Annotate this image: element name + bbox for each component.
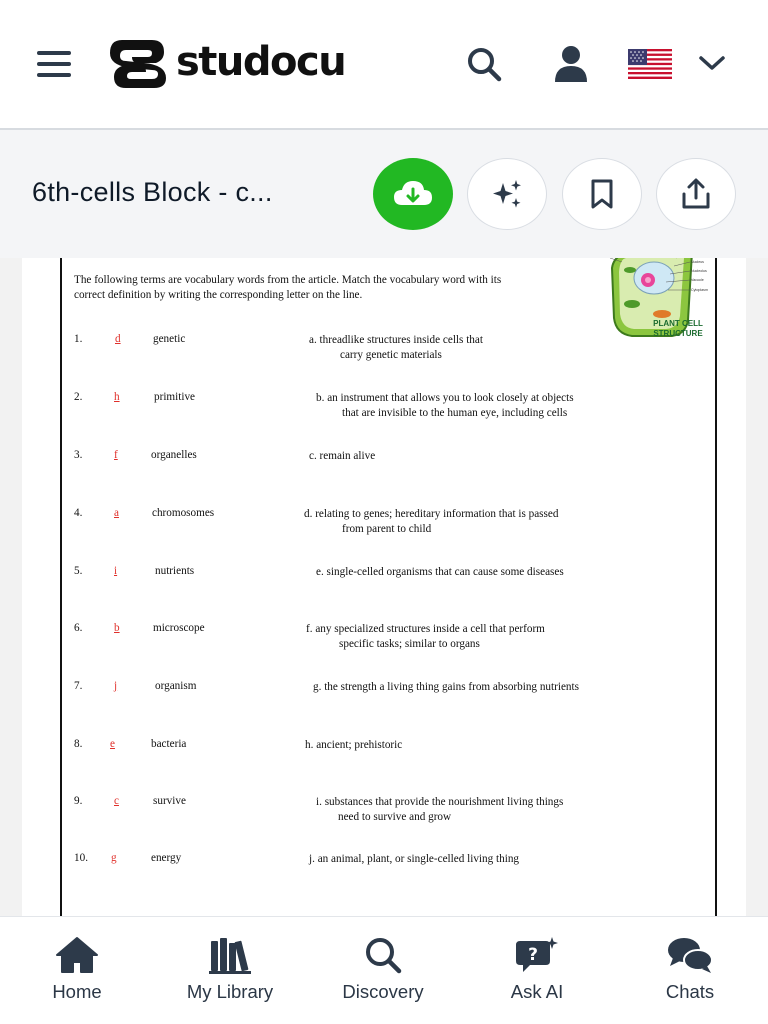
- item-number: 7.: [74, 680, 83, 692]
- item-number: 2.: [74, 391, 83, 403]
- plant-cell-image: [602, 248, 714, 344]
- nav-chats-label: Chats: [665, 981, 715, 1002]
- answer: h: [114, 391, 120, 403]
- definition-cont: from parent to child: [342, 523, 432, 535]
- cell-label-cytoplasm: Cytoplasm: [691, 288, 708, 292]
- document-title: 6th-cells Block - c...: [32, 177, 273, 207]
- term: energy: [151, 852, 182, 864]
- nav-ask-ai[interactable]: [477, 935, 597, 1015]
- definition: b. an instrument that allows you to look closely at objects: [316, 392, 574, 404]
- definition: f. any specialized structures inside a cell that perform: [306, 623, 545, 635]
- item-number: 9.: [74, 795, 83, 807]
- document-page: [22, 254, 746, 934]
- cell-label-nucleus: Nucleus: [691, 260, 704, 264]
- cloud-download-icon: [392, 178, 434, 210]
- user-icon[interactable]: [552, 44, 590, 84]
- image-caption-line2: STRUCTURE: [653, 329, 703, 338]
- item-number: 8.: [74, 738, 83, 750]
- answer: i: [114, 565, 118, 577]
- cell-label-vacuole: Vacuole: [691, 278, 704, 282]
- term: microscope: [153, 622, 205, 634]
- vocab-item: [22, 680, 742, 720]
- answer: j: [114, 680, 118, 692]
- bookmark-button[interactable]: [562, 158, 642, 230]
- vocab-item: [22, 622, 742, 662]
- ask-ai-icon: [514, 935, 560, 975]
- nav-home[interactable]: [17, 935, 137, 1015]
- definition-cont: that are invisible to the human eye, including cells: [342, 407, 568, 419]
- menu-icon-bar: [37, 62, 71, 66]
- answer: f: [114, 449, 118, 461]
- nav-discovery[interactable]: [323, 935, 443, 1015]
- definition: h. ancient; prehistoric: [305, 739, 403, 751]
- bottom-navigation: [0, 916, 768, 1024]
- item-number: 1.: [74, 333, 83, 345]
- item-number: 4.: [74, 507, 83, 519]
- top-header: [0, 0, 768, 128]
- term: genetic: [153, 333, 186, 345]
- vocab-item: [22, 795, 742, 835]
- nav-chats[interactable]: [630, 935, 750, 1015]
- definition: e. single-celled organisms that can cause some diseases: [316, 566, 564, 578]
- search-icon[interactable]: [464, 44, 504, 84]
- vocab-item: [22, 738, 742, 778]
- item-number: 5.: [74, 565, 83, 577]
- definition-cont: specific tasks; similar to organs: [339, 638, 480, 650]
- download-button[interactable]: [373, 158, 453, 230]
- sparkles-icon: [490, 177, 524, 211]
- menu-icon-bar: [37, 51, 71, 55]
- answer: e: [110, 738, 115, 750]
- definition-cont: carry genetic materials: [340, 349, 442, 361]
- studocu-logo[interactable]: [108, 36, 345, 92]
- nav-ask-ai-label: Ask AI: [510, 981, 564, 1002]
- menu-button[interactable]: [37, 51, 73, 77]
- definition: j. an animal, plant, or single-celled living thing: [309, 853, 520, 865]
- share-icon: [680, 177, 712, 211]
- definition: a. threadlike structures inside cells that: [309, 334, 483, 346]
- share-button[interactable]: [656, 158, 736, 230]
- brand-name: studocu: [176, 39, 346, 85]
- discovery-search-icon: [360, 935, 406, 975]
- nav-my-library-label: My Library: [186, 981, 274, 1002]
- vocab-item: [22, 565, 742, 605]
- answer: d: [115, 333, 121, 345]
- definition: i. substances that provide the nourishment living things: [316, 796, 564, 808]
- term: survive: [153, 795, 186, 807]
- vocab-item: [22, 333, 742, 373]
- answer: a: [114, 507, 119, 519]
- cell-label-nucleolus: Nucleolus: [691, 269, 707, 273]
- nav-my-library[interactable]: [170, 935, 290, 1015]
- document-toolbar: [0, 128, 768, 258]
- nav-home-label: Home: [52, 981, 102, 1002]
- vocab-item: [22, 391, 742, 431]
- answer: b: [114, 622, 120, 634]
- home-icon: [54, 935, 100, 975]
- vocab-item: [22, 852, 742, 892]
- definition: c. remain alive: [309, 450, 376, 462]
- term: bacteria: [151, 738, 187, 750]
- vocab-item: [22, 507, 742, 547]
- answer: c: [114, 795, 119, 807]
- nav-discovery-label: Discovery: [342, 981, 424, 1002]
- svg-text:?: ?: [528, 945, 538, 965]
- chats-icon: [665, 935, 715, 975]
- image-caption-line1: PLANT CELL: [653, 319, 703, 328]
- item-number: 6.: [74, 622, 83, 634]
- library-icon: [207, 935, 253, 975]
- document-instructions: The following terms are vocabulary words from the article. Match the vocabulary word with its correct definition by writing the corresponding letter on the line.: [74, 274, 502, 301]
- term: nutrients: [155, 565, 195, 577]
- item-number: 3.: [74, 449, 83, 461]
- term: organism: [155, 680, 197, 692]
- ai-assist-button[interactable]: [467, 158, 547, 230]
- studocu-logo-icon: [108, 36, 170, 92]
- answer: g: [111, 852, 117, 864]
- term: primitive: [154, 391, 196, 403]
- definition-cont: need to survive and grow: [338, 811, 452, 823]
- definition: d. relating to genes; hereditary information that is passed: [304, 508, 559, 520]
- item-number: 10.: [74, 852, 88, 864]
- document-viewer[interactable]: [0, 258, 768, 916]
- us-flag-icon[interactable]: [628, 49, 672, 79]
- definition: g. the strength a living thing gains from absorbing nutrients: [313, 681, 579, 693]
- menu-icon-bar: [37, 73, 71, 77]
- term: organelles: [151, 449, 197, 461]
- bookmark-icon: [589, 178, 615, 210]
- chevron-down-icon[interactable]: [698, 53, 726, 73]
- vocab-item: [22, 449, 742, 489]
- term: chromosomes: [152, 507, 215, 519]
